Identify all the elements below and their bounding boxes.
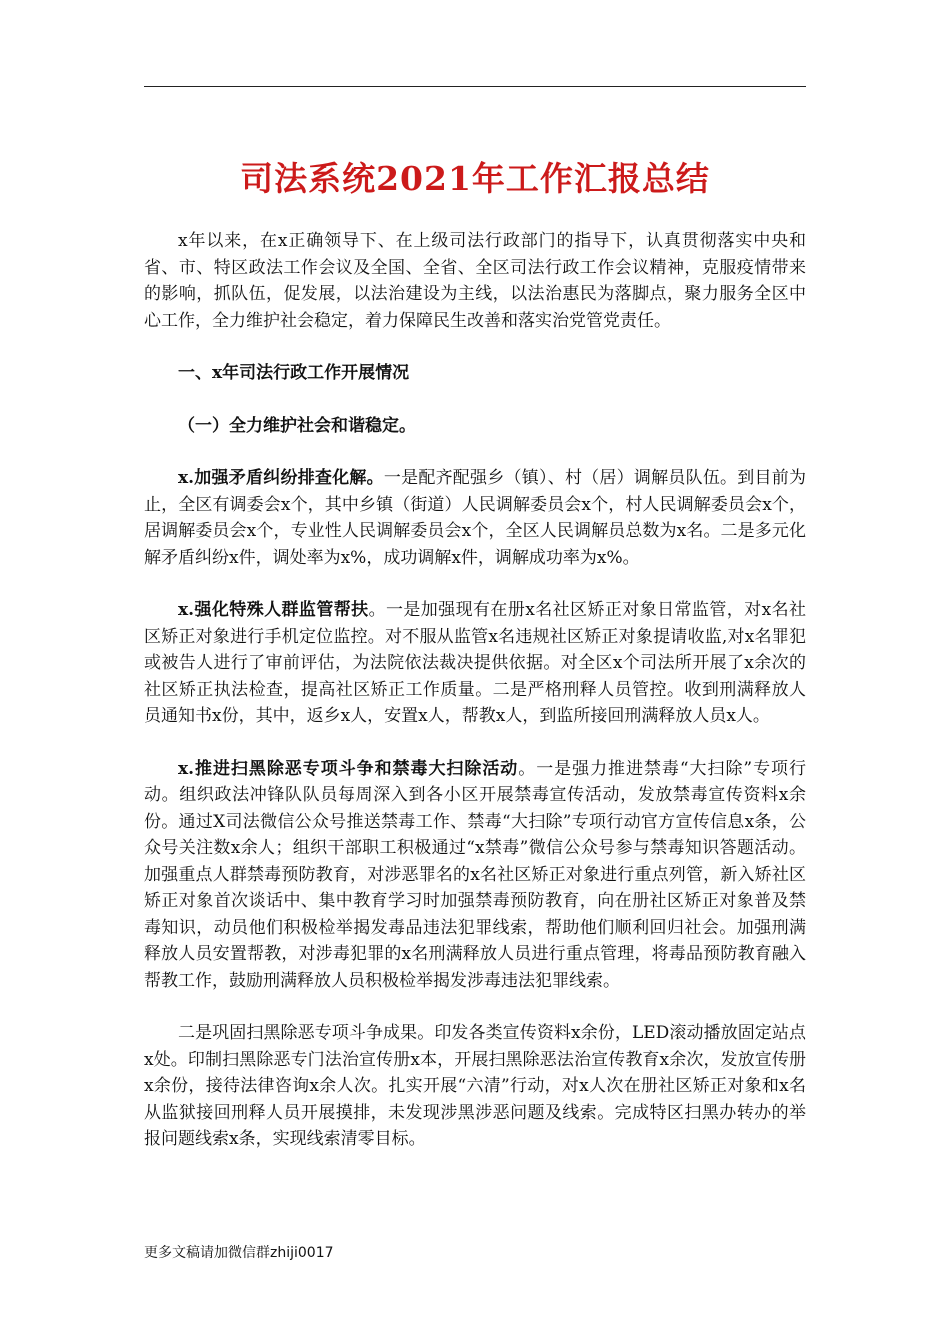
paragraph-lead: x.强化特殊人群监管帮扶 <box>178 600 369 620</box>
paragraph-consolidate-results <box>144 1020 806 1153</box>
paragraph-dispute-resolution <box>144 465 806 571</box>
paragraph-text: 。一是加强现有在册x名社区矫正对象日常监管，对x名社区矫正对象进行手机定位监控。对不服从监管x名违规社区矫正对象提请收监,对x名罪犯或被告人进行了审前评估，为法院依法裁决提供依据。对全区x个司法所开展了x余次的社区矫正执法检查，提高社区矫正工作质量。二是严格刑释人员管控。收到刑满释放人员通知书x份，其中，返乡x人，安置x人，帮教x人，到监所接回刑满释放人员x人。 <box>144 600 806 726</box>
intro-paragraph: x年以来，在x正确领导下、在上级司法行政部门的指导下，认真贯彻落实中央和省、市、特区政法工作会议及全国、全省、全区司法行政工作会议精神，克服疫情带来的影响，抓队伍，促发展，以法治建设为主线，以法治惠民为落脚点，聚力服务全区中心工作，全力维护社会稳定，着力保障民生改善和落实治党管党责任。 <box>144 231 806 331</box>
paragraph-text: 。一是强力推进禁毒“大扫除”专项行动。组织政法冲锋队队员每周深入到各小区开展禁毒宣传活动，发放禁毒宣传资料x余份。通过X司法微信公众号推送禁毒工作、禁毒“大扫除”专项行动官方宣传信息x条，公众号关注数x余人；组织干部职工积极通过“x禁毒”微信公众号参与禁毒知识答题活动。加强重点人群禁毒预防教育，对涉恶罪名的x名社区矫正对象进行重点列管，新入矫社区矫正对象首次谈话中、集中教育学习时加强禁毒预防教育，向在册社区矫正对象普及禁毒知识，动员他们积极检举揭发毒品违法犯罪线索，帮助他们顺利回归社会。加强刑满释放人员安置帮教，对涉毒犯罪的x名刑满释放人员进行重点管理，将毒品预防教育融入帮教工作，鼓励刑满释放人员积极检举揭发涉毒违法犯罪线索。 <box>144 758 806 991</box>
document-body <box>144 228 806 1153</box>
paragraph-special-groups <box>144 597 806 730</box>
document-title: 司法系统2021年工作汇报总结 <box>240 159 710 198</box>
header-rule <box>144 86 806 87</box>
paragraph-text: 二是巩固扫黑除恶专项斗争成果。印发各类宣传资料x余份，LED滚动播放固定站点x处。印制扫黑除恶专门法治宣传册x本，开展扫黑除恶法治宣传教育x余次，发放宣传册x余份，接待法律咨询x余人次。扎实开展“六清”行动，对x人次在册社区矫正对象和x名从监狱接回刑释人员开展摸排，未发现涉黑涉恶问题及线索。完成特区扫黑办转办的举报问题线索x条，实现线索清零目标。 <box>144 1023 806 1149</box>
paragraph-lead: x.推进扫黑除恶专项斗争和禁毒大扫除活动 <box>178 758 519 779</box>
section-heading: 一、x年司法行政工作开展情况 <box>178 363 410 383</box>
paragraph-anti-crime-drugs <box>144 756 806 995</box>
paragraph-text: 一是配齐配强乡（镇）、村（居）调解员队伍。到目前为止，全区有调委会x个，其中乡镇（街道）人民调解委员会x个，村人民调解委员会x个，居调解委员会x个，专业性人民调解委员会x个，全区人民调解员总数为x名。二是多元化解矛盾纠纷x件，调处率为x%，成功调解x件，调解成功率为x%。 <box>144 468 806 568</box>
paragraph-lead: x.加强矛盾纠纷排查化解。 <box>178 468 384 488</box>
footer-note: 更多文稿请加微信群zhiji0017 <box>144 1245 334 1261</box>
subsection-heading: （一）全力维护社会和谐稳定。 <box>178 415 416 436</box>
